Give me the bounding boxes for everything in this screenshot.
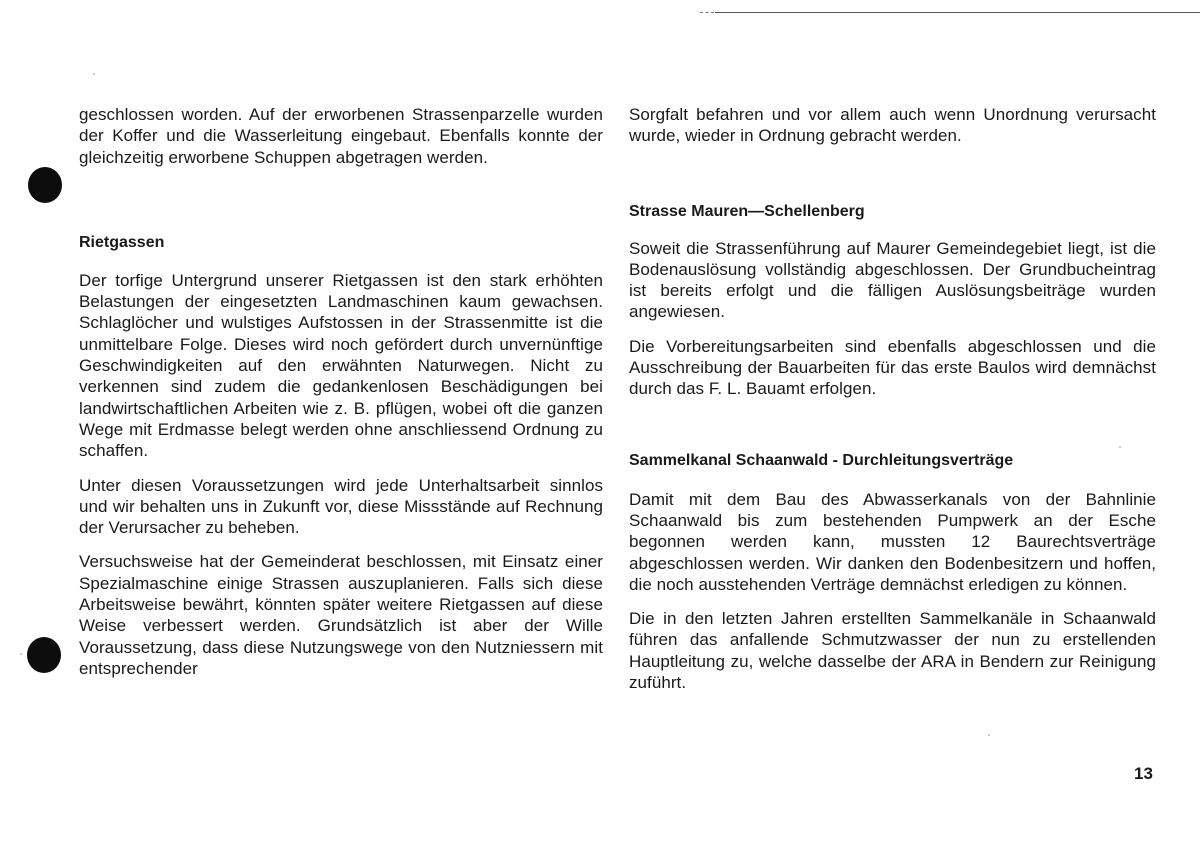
heading-rietgassen: Rietgassen	[79, 233, 165, 251]
rietgassen-paragraph-3: Versuchsweise hat der Gemeinderat beschlossen, mit Einsatz einer Spezialmaschine einige Strassen auszuplanieren. Falls sich diese Arbeitsweise bewährt, könnten später weitere Rietgassen auf diese Weise verbessert werden. Grundsätzlich ist aber der Wille Voraussetzung, dass diese Nutzungswege von den Nutzniessern mit entsprechender	[79, 552, 603, 678]
continued-paragraph: geschlossen worden. Auf der erworbenen Strassenparzelle wurden der Koffer und die Wasserleitung eingebaut. Ebenfalls konnte der gleichzeitig erworbene Schuppen abgetragen werden.	[79, 105, 603, 167]
scan-speck	[20, 653, 22, 655]
rietgassen-paragraph-2: Unter diesen Voraussetzungen wird jede Unterhaltsarbeit sinnlos und wir behalten uns in Zukunft vor, diese Missstände auf Rechnung der Verursacher zu beheben.	[79, 475, 603, 538]
right-column	[629, 104, 1156, 693]
sammelkanal-paragraph-2: Die in den letzten Jahren erstellten Sammelkanäle in Schaanwald führen das anfallende Schmutzwasser der nun zu erstellenden Hauptleitung zu, welche dasselbe der ARA in Bendern zur Reinigung zuführt.	[629, 609, 1156, 693]
top-edge-dash	[700, 12, 714, 13]
scan-speck	[988, 734, 990, 736]
left-column	[79, 104, 603, 679]
page-number: 13	[1134, 764, 1153, 783]
heading-strasse-mauren-schellenberg: Strasse Mauren—Schellenberg	[629, 202, 865, 220]
punch-hole-icon	[28, 167, 62, 203]
rietgassen-paragraph-1: Der torfige Untergrund unserer Rietgassen ist den stark erhöhten Belastungen der eingesetzten Landmaschinen kaum gewachsen. Schlaglöcher und wulstiges Aufstossen in der Strassenmitte ist die unmittelbare Folge. Dieses wird noch gefördert durch unvernünftige Geschwindigkeiten auf den erwähnten Naturwegen. Nicht zu verkennen sind zudem die gedankenlosen Beschädigungen bei landwirtschaftlichen Arbeiten wie z. B. pflügen, wobei oft die ganzen Wege mit Erdmasse belegt werden ohne anschliessend Ordnung zu schaffen.	[79, 270, 603, 461]
sammelkanal-paragraph-1: Damit mit dem Bau des Abwasserkanals von der Bahnlinie Schaanwald bis zum bestehenden Pumpwerk an der Esche begonnen werden kann, mussten 12 Baurechtsverträge abgeschlossen werden. Wir danken den Bodenbesitzern und hoffen, die noch ausstehenden Verträge demnächst erledigen zu können.	[629, 489, 1156, 594]
scan-speck	[93, 73, 95, 75]
punch-hole-icon	[27, 637, 61, 673]
strasse-paragraph-2: Die Vorbereitungsarbeiten sind ebenfalls abgeschlossen und die Ausschreibung der Bauarbeiten für das erste Baulos wird demnächst durch das F. L. Bauamt erfolgen.	[629, 336, 1156, 399]
top-edge-rule	[715, 12, 1200, 13]
heading-sammelkanal-schaanwald: Sammelkanal Schaanwald - Durchleitungsverträge	[629, 451, 1014, 469]
strasse-paragraph-1: Soweit die Strassenführung auf Maurer Gemeindegebiet liegt, ist die Bodenauslösung vollständig abgeschlossen. Der Grundbucheintrag ist bereits erfolgt und die fälligen Auslösungsbeiträge wurden angewiesen.	[629, 238, 1156, 322]
continued-paragraph: Sorgfalt befahren und vor allem auch wenn Unordnung verursacht wurde, wieder in Ordnung gebracht werden.	[629, 105, 1156, 146]
